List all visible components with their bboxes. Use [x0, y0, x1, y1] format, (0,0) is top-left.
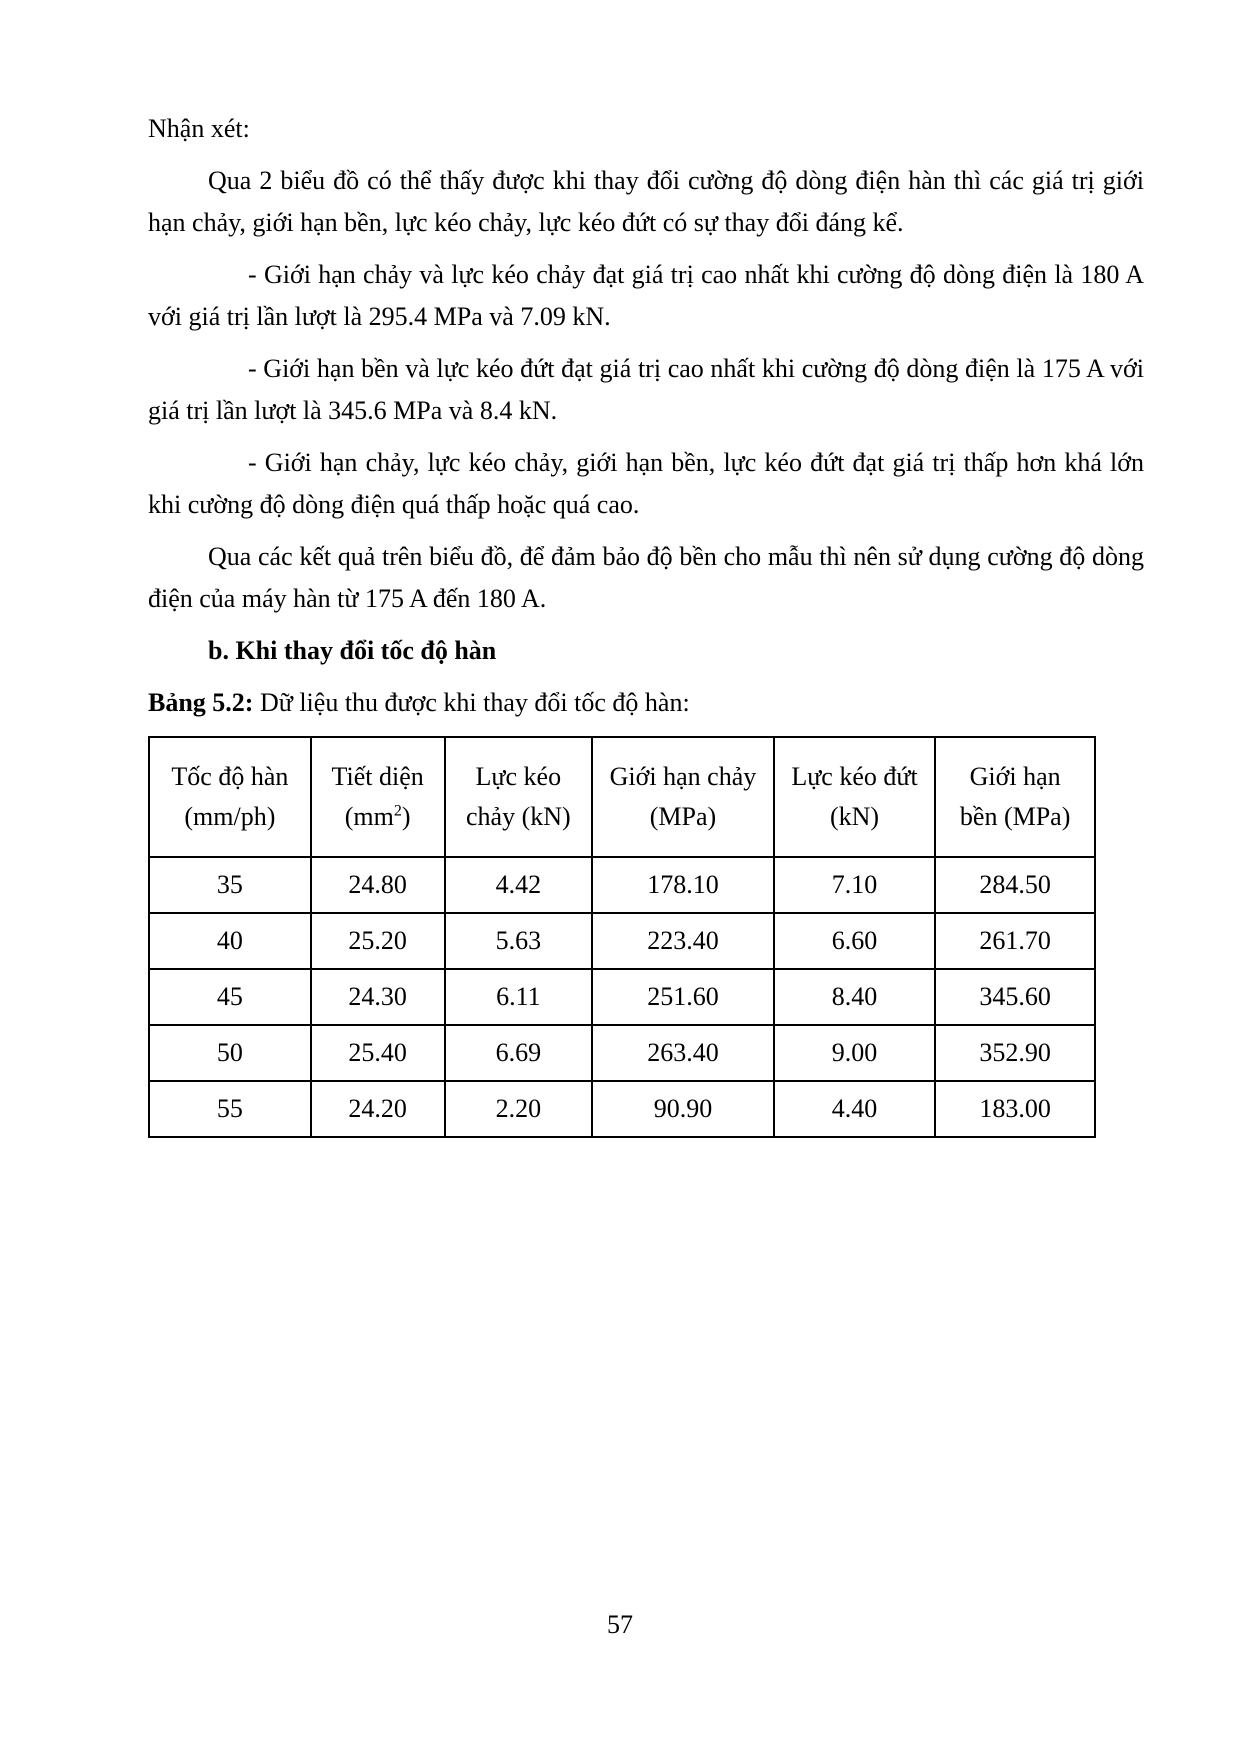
table-row: [149, 969, 1095, 1025]
cell-tensile-strength: 284.50: [935, 857, 1095, 913]
header-break-force: Lực kéo đứt (kN): [774, 737, 936, 857]
cell-yield-strength: 251.60: [592, 969, 774, 1025]
table-caption-label: Bảng 5.2:: [148, 688, 254, 717]
table-header-row: [149, 737, 1095, 857]
cell-weld-speed: 55: [149, 1081, 311, 1137]
header-tensile-strength: Giới hạn bền (MPa): [935, 737, 1095, 857]
cell-yield-force: 4.42: [445, 857, 593, 913]
cell-break-force: 9.00: [774, 1025, 936, 1081]
table-row: [149, 1081, 1095, 1137]
table-row: [149, 913, 1095, 969]
cell-break-force: 7.10: [774, 857, 936, 913]
cell-tensile-strength: 352.90: [935, 1025, 1095, 1081]
paragraph-summary: Qua 2 biểu đồ có thể thấy được khi thay đổi cường độ dòng điện hàn thì các giá trị giới hạn chảy, giới hạn bền, lực kéo chảy, lực kéo đứt có sự thay đổi đáng kể.: [148, 166, 1144, 237]
cell-yield-strength: 90.90: [592, 1081, 774, 1137]
comment-heading: Nhận xét:: [148, 114, 250, 143]
bullet-yield-strength: - Giới hạn chảy và lực kéo chảy đạt giá trị cao nhất khi cường độ dòng điện là 180 A với giá trị lần lượt là 295.4 MPa và 7.09 kN.: [148, 260, 1144, 331]
cell-yield-strength: 223.40: [592, 913, 774, 969]
cell-break-force: 6.60: [774, 913, 936, 969]
table-caption-text: Dữ liệu thu được khi thay đổi tốc độ hàn:: [253, 688, 690, 717]
cell-weld-speed: 45: [149, 969, 311, 1025]
cell-cross-section: 24.20: [311, 1081, 445, 1137]
cell-yield-force: 2.20: [445, 1081, 593, 1137]
header-weld-speed: Tốc độ hàn (mm/ph): [149, 737, 311, 857]
table-caption: [148, 682, 1144, 724]
cell-cross-section: 25.40: [311, 1025, 445, 1081]
cell-tensile-strength: 183.00: [935, 1081, 1095, 1137]
weld-speed-data-table: [148, 736, 1096, 1138]
cell-break-force: 4.40: [774, 1081, 936, 1137]
table-row: [149, 1025, 1095, 1081]
page-number: 57: [607, 1610, 633, 1639]
cell-weld-speed: 40: [149, 913, 311, 969]
cell-cross-section: 24.30: [311, 969, 445, 1025]
cell-cross-section: 24.80: [311, 857, 445, 913]
cell-yield-strength: 263.40: [592, 1025, 774, 1081]
cell-weld-speed: 50: [149, 1025, 311, 1081]
header-cross-section: Tiết diện $(mm^2)$: [311, 737, 445, 857]
cell-yield-force: 6.69: [445, 1025, 593, 1081]
cell-yield-force: 6.11: [445, 969, 593, 1025]
cell-break-force: 8.40: [774, 969, 936, 1025]
section-heading-b: b. Khi thay đổi tốc độ hàn: [208, 636, 497, 665]
table-row: [149, 857, 1095, 913]
cell-yield-strength: 178.10: [592, 857, 774, 913]
bullet-tensile-strength: - Giới hạn bền và lực kéo đứt đạt giá trị cao nhất khi cường độ dòng điện là 175 A với giá trị lần lượt là 345.6 MPa và 8.4 kN.: [148, 354, 1144, 425]
cell-tensile-strength: 261.70: [935, 913, 1095, 969]
cell-weld-speed: 35: [149, 857, 311, 913]
header-yield-force: Lực kéo chảy (kN): [445, 737, 593, 857]
paragraph-conclusion: Qua các kết quả trên biểu đồ, để đảm bảo độ bền cho mẫu thì nên sử dụng cường độ dòng điện của máy hàn từ 175 A đến 180 A.: [148, 542, 1144, 613]
cell-tensile-strength: 345.60: [935, 969, 1095, 1025]
header-yield-strength: Giới hạn chảy (MPa): [592, 737, 774, 857]
cell-cross-section: 25.20: [311, 913, 445, 969]
document-page: [148, 108, 1144, 1138]
cell-yield-force: 5.63: [445, 913, 593, 969]
bullet-low-values: - Giới hạn chảy, lực kéo chảy, giới hạn bền, lực kéo đứt đạt giá trị thấp hơn khá lớn khi cường độ dòng điện quá thấp hoặc quá cao.: [148, 448, 1144, 519]
